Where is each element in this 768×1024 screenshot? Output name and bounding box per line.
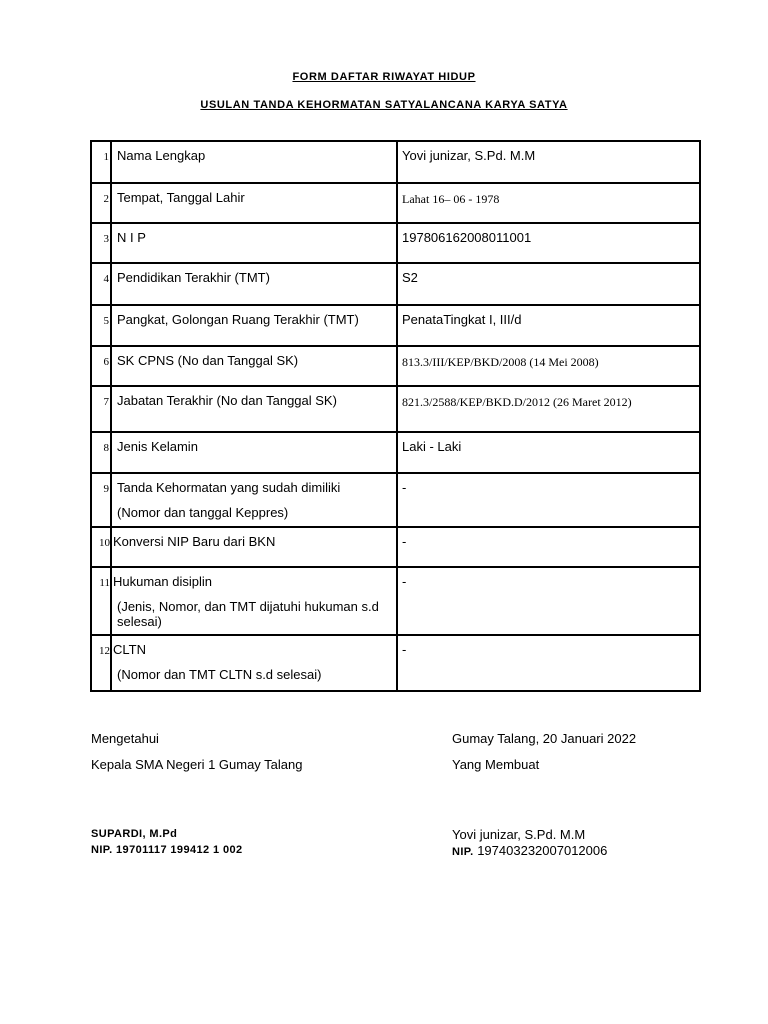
- row-number: 5: [92, 306, 112, 345]
- row-value: Laki - Laki: [402, 439, 462, 454]
- table-row: [92, 264, 699, 306]
- row-label: [112, 142, 398, 182]
- table-row: [92, 433, 699, 474]
- row-value: Lahat 16– 06 - 1978: [402, 192, 500, 206]
- left-caption: Mengetahui: [91, 731, 159, 746]
- row-label-text: Nama Lengkap: [117, 148, 206, 163]
- row-value: 197806162008011001: [402, 230, 532, 245]
- left-signatory-nip: NIP. 19701117 199412 1 002: [91, 844, 243, 856]
- row-value: PenataTingkat I, III/d: [402, 312, 522, 327]
- row-value: Yovi junizar, S.Pd. M.M: [402, 148, 536, 163]
- row-number: 10: [92, 528, 112, 566]
- row-number: 4: [92, 264, 112, 304]
- row-number: 11: [92, 568, 112, 634]
- right-nip-value: 197403232007012006: [477, 843, 608, 858]
- table-row: [92, 528, 699, 568]
- form-title: FORM DAFTAR RIWAYAT HIDUP: [292, 71, 476, 83]
- right-role: Yang Membuat: [452, 757, 540, 772]
- row-number: 9: [92, 474, 112, 526]
- row-label: [112, 636, 398, 690]
- row-label-text: N I P: [117, 230, 146, 245]
- row-label-text: CLTN: [113, 642, 146, 657]
- row-label: [112, 264, 398, 304]
- row-number: 8: [92, 433, 112, 472]
- left-role: Kepala SMA Negeri 1 Gumay Talang: [91, 757, 303, 772]
- table-row: [92, 224, 699, 264]
- row-value: S2: [402, 270, 418, 285]
- row-label-text: Hukuman disiplin: [113, 574, 212, 589]
- row-label-text: Pangkat, Golongan Ruang Terakhir (TMT): [117, 312, 359, 327]
- table-row: [92, 347, 699, 387]
- row-label-text: Pendidikan Terakhir (TMT): [117, 270, 270, 285]
- table-row: [92, 184, 699, 224]
- row-number: 3: [92, 224, 112, 262]
- row-label-note: (Nomor dan tanggal Keppres): [117, 505, 289, 520]
- table-row: [92, 474, 699, 528]
- table-row: [92, 387, 699, 433]
- table-row: [92, 568, 699, 636]
- row-label-text: Konversi NIP Baru dari BKN: [113, 534, 276, 549]
- row-label-text: Tempat, Tanggal Lahir: [117, 190, 245, 205]
- row-value: -: [402, 642, 407, 657]
- row-label-text: Jenis Kelamin: [117, 439, 198, 454]
- form-subtitle: USULAN TANDA KEHORMATAN SATYALANCANA KARYA SATYA: [200, 99, 568, 111]
- right-signatory-name: Yovi junizar, S.Pd. M.M: [452, 827, 586, 842]
- row-label: [112, 528, 398, 566]
- row-label: [112, 184, 398, 222]
- row-label: [112, 433, 398, 472]
- row-value: -: [402, 534, 407, 549]
- row-number: 12: [92, 636, 112, 690]
- row-number: 2: [92, 184, 112, 222]
- right-signatory-nip: [452, 843, 607, 858]
- row-number: 6: [92, 347, 112, 385]
- row-value: 813.3/III/KEP/BKD/2008 (14 Mei 2008): [402, 355, 599, 369]
- biodata-table: [90, 140, 701, 692]
- row-label-text: Jabatan Terakhir (No dan Tanggal SK): [117, 393, 337, 408]
- row-label: [112, 474, 398, 526]
- right-date: Gumay Talang, 20 Januari 2022: [452, 731, 637, 746]
- row-value: -: [402, 480, 407, 495]
- table-row: [92, 142, 699, 184]
- right-nip-label: NIP.: [452, 846, 474, 858]
- table-row: [92, 306, 699, 347]
- row-label-text: Tanda Kehormatan yang sudah dimiliki: [117, 480, 341, 495]
- table-row: [92, 636, 699, 690]
- row-label: [112, 224, 398, 262]
- left-signatory-name: SUPARDI, M.Pd: [91, 828, 178, 840]
- row-label-text: SK CPNS (No dan Tanggal SK): [117, 353, 299, 368]
- row-label: [112, 306, 398, 345]
- row-value: 821.3/2588/KEP/BKD.D/2012 (26 Maret 2012): [402, 395, 632, 409]
- row-label-note: (Nomor dan TMT CLTN s.d selesai): [117, 667, 322, 682]
- row-label: [112, 387, 398, 431]
- row-label-note: (Jenis, Nomor, dan TMT dijatuhi hukuman s.d selesai): [117, 599, 379, 629]
- row-number: 7: [92, 387, 112, 431]
- row-label: [112, 347, 398, 385]
- row-number: 1: [92, 142, 112, 182]
- row-value: -: [402, 574, 407, 589]
- row-label: [112, 568, 398, 634]
